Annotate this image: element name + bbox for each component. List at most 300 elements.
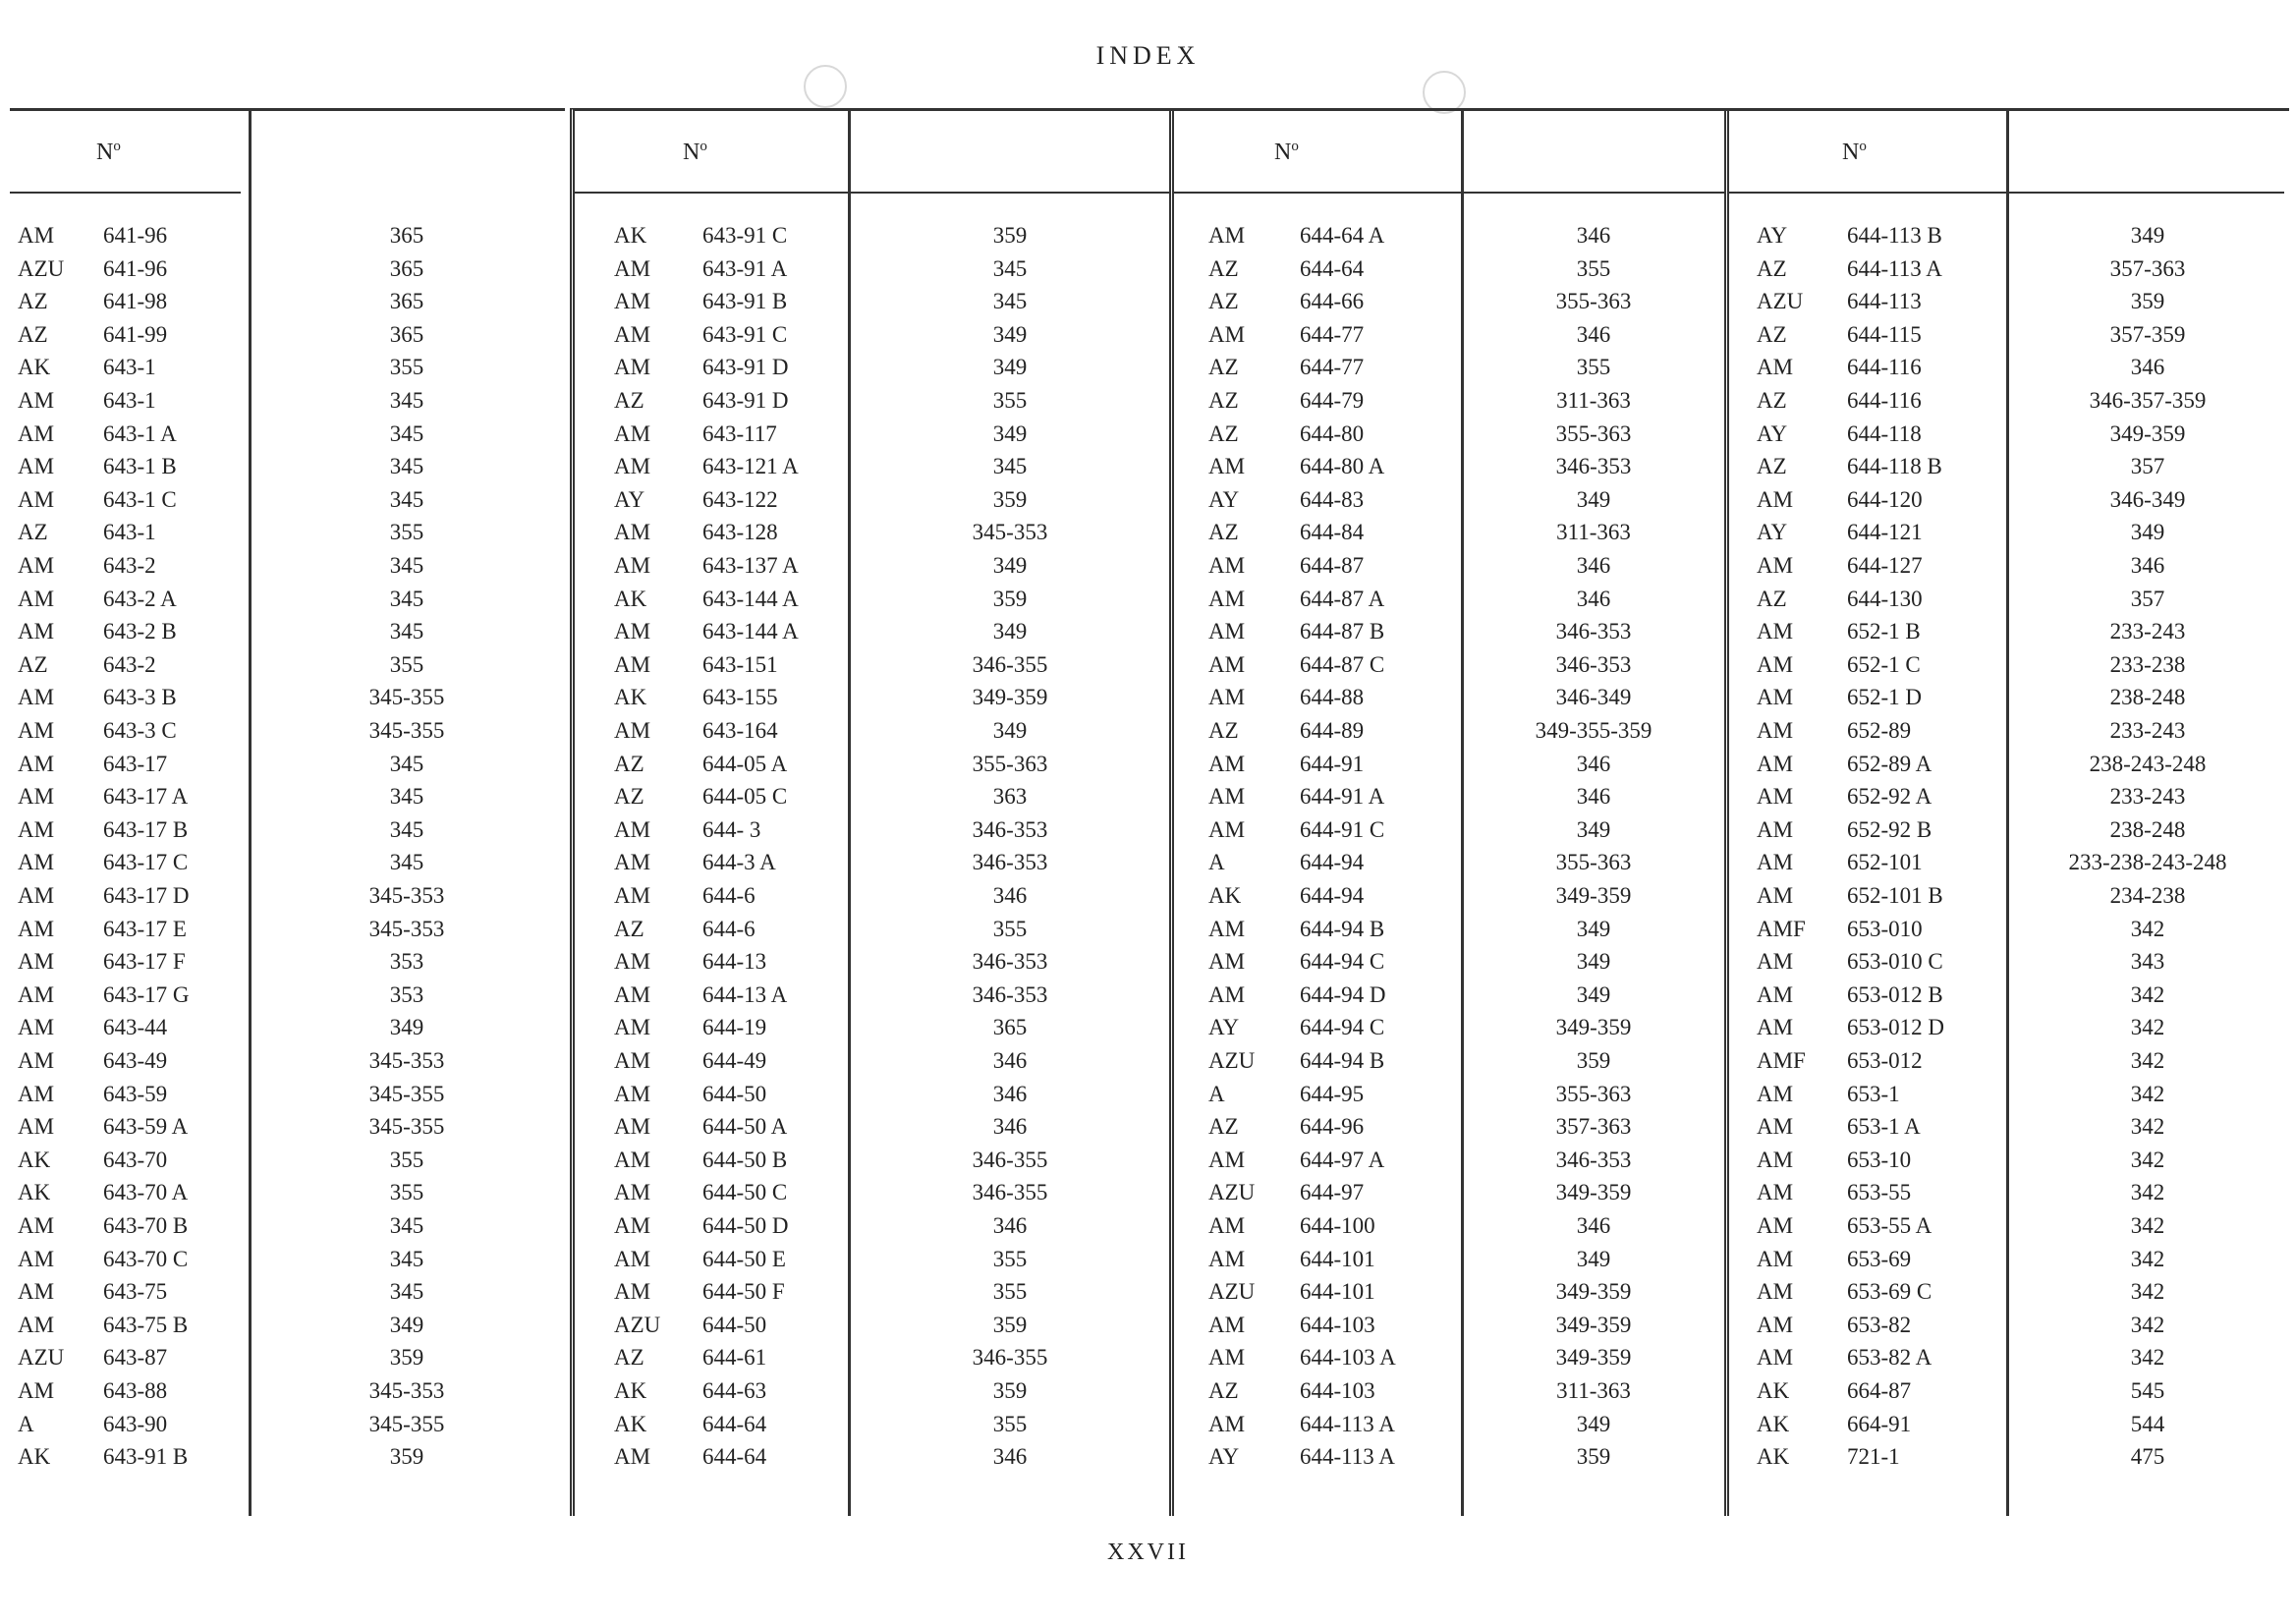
entry-number: 644-91 C <box>1300 816 1385 842</box>
entry-number: 644-49 <box>702 1048 767 1073</box>
entry-pages: 545 <box>2130 1378 2165 1403</box>
index-entry <box>1174 221 1729 251</box>
entry-number: 644-13 <box>702 949 767 975</box>
index-entry <box>10 750 565 779</box>
index-entry <box>1174 980 1729 1010</box>
entry-number: 643-70 <box>103 1147 168 1172</box>
index-entry <box>1174 750 1729 779</box>
entry-prefix: AMF <box>1757 916 1806 941</box>
entry-prefix: AM <box>614 1279 651 1305</box>
index-entry <box>10 782 565 812</box>
entry-number: 644-80 A <box>1300 454 1385 479</box>
index-entry <box>575 1311 1174 1340</box>
entry-number: 644-113 <box>1847 289 1922 314</box>
entry-prefix: AM <box>1208 1411 1246 1436</box>
index-entry <box>1729 585 2289 614</box>
entry-pages: 349-359 <box>1555 883 1632 908</box>
entry-prefix: AZ <box>614 388 644 413</box>
entry-prefix: AM <box>18 1312 55 1337</box>
index-entry <box>1729 1211 2289 1241</box>
entry-number: 644-115 <box>1847 321 1922 347</box>
index-entry <box>10 1046 565 1076</box>
entry-number: 644-64 <box>702 1444 767 1470</box>
entry-number: 643-128 <box>702 520 778 545</box>
entry-pages: 345-355 <box>368 1411 445 1436</box>
entry-prefix: AM <box>1208 784 1246 810</box>
index-entry <box>1729 848 2289 877</box>
index-entry <box>1729 420 2289 449</box>
entry-pages: 342 <box>2130 1048 2165 1073</box>
entry-prefix: AM <box>1757 1015 1794 1040</box>
index-entry <box>1174 881 1729 911</box>
entry-prefix: AZ <box>614 916 644 941</box>
index-entry <box>575 617 1174 646</box>
entry-number: 643-91 C <box>702 321 788 347</box>
entry-prefix: A <box>1208 850 1225 875</box>
entry-number: 644-64 <box>1300 255 1365 281</box>
entry-number: 644-94 C <box>1300 949 1385 975</box>
entry-number: 652-89 A <box>1847 751 1932 776</box>
index-entry <box>575 716 1174 746</box>
index-entry <box>1729 716 2289 746</box>
entry-pages: 345 <box>389 751 424 776</box>
entry-number: 644-61 <box>702 1345 767 1371</box>
entry-pages: 346 <box>992 883 1028 908</box>
entry-pages: 355 <box>992 388 1028 413</box>
entry-prefix: AM <box>18 1081 55 1106</box>
entry-prefix: AZU <box>1208 1048 1256 1073</box>
entry-pages: 342 <box>2130 1246 2165 1271</box>
index-entry <box>575 452 1174 481</box>
entry-prefix: AM <box>18 553 55 578</box>
index-entry <box>1174 617 1729 646</box>
entry-pages: 234-238 <box>2109 883 2186 908</box>
entry-prefix: AM <box>18 784 55 810</box>
entry-pages: 345 <box>992 289 1028 314</box>
entry-pages: 349-359 <box>972 685 1048 710</box>
entry-number: 664-87 <box>1847 1378 1912 1403</box>
entry-prefix: AZ <box>614 751 644 776</box>
index-entry <box>1729 815 2289 845</box>
entry-number: 644-83 <box>1300 486 1365 512</box>
entry-pages: 345-355 <box>368 1114 445 1140</box>
column-header-no: $N^o$ <box>96 139 121 165</box>
entry-number: 644-94 <box>1300 883 1365 908</box>
index-entry <box>575 815 1174 845</box>
entry-prefix: AZ <box>614 784 644 810</box>
index-entry <box>1729 782 2289 812</box>
index-entry <box>1174 551 1729 581</box>
entry-pages: 342 <box>2130 1213 2165 1238</box>
index-entry <box>575 320 1174 350</box>
entry-pages: 346 <box>1576 553 1611 578</box>
entry-number: 644-101 <box>1300 1246 1375 1271</box>
entry-pages: 349 <box>1576 981 1611 1007</box>
entry-number: 643-91 B <box>702 289 788 314</box>
entry-prefix: AM <box>1208 321 1246 347</box>
entry-number: 643-17 E <box>103 916 187 941</box>
entry-pages: 349 <box>2130 223 2165 248</box>
index-entry <box>10 1277 565 1307</box>
index-entry <box>575 254 1174 284</box>
index-entry <box>1729 254 2289 284</box>
index-entry <box>575 881 1174 911</box>
index-entry <box>1174 915 1729 944</box>
entry-pages: 359 <box>389 1444 424 1470</box>
index-entry <box>1729 1311 2289 1340</box>
page-footer: XXVII <box>1107 1540 1189 1565</box>
index-entry <box>10 485 565 515</box>
index-entry <box>10 947 565 977</box>
entry-pages: 349 <box>1576 1246 1611 1271</box>
entry-prefix: AK <box>1757 1378 1790 1403</box>
index-entry <box>1174 1410 1729 1439</box>
entry-number: 643-59 A <box>103 1114 189 1140</box>
index-entry <box>10 1410 565 1439</box>
index-entry <box>1174 386 1729 416</box>
entry-pages: 355 <box>1576 355 1611 380</box>
index-entry <box>575 585 1174 614</box>
entry-pages: 349-359 <box>2109 420 2186 446</box>
index-entry <box>575 287 1174 316</box>
entry-pages: 345 <box>389 553 424 578</box>
entry-prefix: AZ <box>1757 454 1787 479</box>
entry-prefix: AM <box>614 1213 651 1238</box>
index-entry <box>575 221 1174 251</box>
entry-number: 643-2 A <box>103 586 177 611</box>
entry-number: 644-116 <box>1847 388 1922 413</box>
entry-pages: 345 <box>389 454 424 479</box>
entry-prefix: AZ <box>1208 355 1239 380</box>
entry-number: 644-116 <box>1847 355 1922 380</box>
entry-number: 644-64 A <box>1300 223 1385 248</box>
entry-pages: 238-243-248 <box>2089 751 2207 776</box>
entry-prefix: AM <box>614 718 651 743</box>
entry-prefix: AZU <box>18 255 65 281</box>
entry-pages: 346 <box>992 1444 1028 1470</box>
entry-number: 643-2 <box>103 553 156 578</box>
entry-prefix: AM <box>614 289 651 314</box>
entry-pages: 342 <box>2130 1180 2165 1205</box>
entry-number: 644-3 A <box>702 850 776 875</box>
entry-pages: 345 <box>992 454 1028 479</box>
entry-number: 644-113 A <box>1300 1444 1395 1470</box>
entry-prefix: AM <box>18 619 55 644</box>
index-entry <box>575 683 1174 712</box>
index-entry <box>575 1343 1174 1372</box>
entry-prefix: AM <box>1208 949 1246 975</box>
entry-pages: 349 <box>389 1312 424 1337</box>
entry-number: 644-84 <box>1300 520 1365 545</box>
entry-prefix: AM <box>614 850 651 875</box>
entry-prefix: AM <box>1208 751 1246 776</box>
index-entry <box>1174 1245 1729 1274</box>
entry-prefix: AM <box>1757 784 1794 810</box>
entry-prefix: AM <box>1757 751 1794 776</box>
entry-prefix: AM <box>614 553 651 578</box>
entry-prefix: AM <box>1757 850 1794 875</box>
index-entry <box>575 1080 1174 1109</box>
index-entry <box>10 1245 565 1274</box>
entry-prefix: AY <box>614 486 645 512</box>
entry-number: 644- 3 <box>702 816 761 842</box>
index-entry <box>575 1046 1174 1076</box>
entry-pages: 355 <box>992 916 1028 941</box>
entry-prefix: AZ <box>18 289 48 314</box>
entry-prefix: AM <box>1757 949 1794 975</box>
entry-pages: 365 <box>389 321 424 347</box>
entry-prefix: AM <box>1208 1147 1246 1172</box>
entry-prefix: AZ <box>1208 1378 1239 1403</box>
index-entry <box>1174 1311 1729 1340</box>
index-entry <box>575 650 1174 680</box>
entry-prefix: AM <box>614 1015 651 1040</box>
index-entry <box>1729 1178 2289 1207</box>
index-entry <box>1729 287 2289 316</box>
entry-pages: 238-248 <box>2109 816 2186 842</box>
index-entry <box>1729 1080 2289 1109</box>
entry-number: 644-118 B <box>1847 454 1942 479</box>
entry-number: 652-92 B <box>1847 816 1932 842</box>
entry-prefix: AM <box>614 1081 651 1106</box>
entry-prefix: AM <box>18 223 55 248</box>
entry-prefix: AM <box>1757 718 1794 743</box>
entry-prefix: AM <box>18 586 55 611</box>
entry-number: 644-87 C <box>1300 651 1385 677</box>
entry-pages: 233-243 <box>2109 718 2186 743</box>
entry-prefix: AM <box>18 1114 55 1140</box>
index-entry <box>1174 683 1729 712</box>
index-entry <box>575 980 1174 1010</box>
index-entry <box>10 1376 565 1406</box>
entry-pages: 345 <box>389 1213 424 1238</box>
index-entry <box>1729 1343 2289 1372</box>
entry-pages: 346-355 <box>972 1345 1048 1371</box>
entry-pages: 342 <box>2130 1147 2165 1172</box>
index-column-4 <box>1724 108 2289 1516</box>
index-entry <box>10 585 565 614</box>
index-entry <box>575 1146 1174 1175</box>
entry-prefix: AM <box>18 883 55 908</box>
entry-prefix: AK <box>614 1378 647 1403</box>
entry-number: 644-77 <box>1300 321 1365 347</box>
entry-pages: 355 <box>992 1279 1028 1305</box>
entry-number: 643-91 A <box>702 255 788 281</box>
entry-number: 643-88 <box>103 1378 168 1403</box>
index-entry <box>10 815 565 845</box>
entry-pages: 353 <box>389 981 424 1007</box>
index-entry <box>1174 1178 1729 1207</box>
entry-pages: 346 <box>1576 751 1611 776</box>
entry-pages: 346 <box>1576 223 1611 248</box>
entry-prefix: AZ <box>1757 321 1787 347</box>
index-entry <box>1174 1376 1729 1406</box>
entry-pages: 345-355 <box>368 685 445 710</box>
entry-pages: 349 <box>992 718 1028 743</box>
entry-prefix: AY <box>1208 1444 1240 1470</box>
entry-number: 643-91 B <box>103 1444 189 1470</box>
entry-pages: 349 <box>1576 486 1611 512</box>
index-entry <box>575 551 1174 581</box>
entry-pages: 359 <box>992 223 1028 248</box>
entry-prefix: AM <box>1208 1213 1246 1238</box>
index-entry <box>575 750 1174 779</box>
entry-pages: 345-355 <box>368 1081 445 1106</box>
entry-pages: 346 <box>2130 355 2165 380</box>
entry-prefix: AM <box>1757 883 1794 908</box>
index-entry <box>1174 1080 1729 1109</box>
entry-pages: 342 <box>2130 916 2165 941</box>
entry-prefix: AY <box>1208 1015 1240 1040</box>
entry-number: 644-130 <box>1847 586 1923 611</box>
entry-pages: 346-355 <box>972 1147 1048 1172</box>
entry-pages: 355-363 <box>1555 1081 1632 1106</box>
entry-pages: 345 <box>389 486 424 512</box>
entry-number: 644-79 <box>1300 388 1365 413</box>
index-entry <box>1729 353 2289 382</box>
entry-pages: 349-355-359 <box>1535 718 1652 743</box>
entry-pages: 233-243 <box>2109 619 2186 644</box>
entry-prefix: AM <box>18 816 55 842</box>
entry-number: 653-012 <box>1847 1048 1923 1073</box>
entry-pages: 346-355 <box>972 651 1048 677</box>
entry-pages: 342 <box>2130 1015 2165 1040</box>
entry-pages: 345 <box>992 255 1028 281</box>
entry-number: 644-94 D <box>1300 981 1386 1007</box>
entry-number: 644-50 <box>702 1081 767 1106</box>
index-entry <box>10 881 565 911</box>
index-entry <box>10 848 565 877</box>
index-entry <box>1729 320 2289 350</box>
entry-prefix: AM <box>614 883 651 908</box>
index-entry <box>1174 1146 1729 1175</box>
index-entry <box>10 683 565 712</box>
entry-number: 644-05 A <box>702 751 788 776</box>
entry-prefix: AM <box>1757 1246 1794 1271</box>
entry-prefix: AZU <box>18 1345 65 1371</box>
index-entry <box>10 1343 565 1372</box>
entry-pages: 357 <box>2130 454 2165 479</box>
entry-prefix: AM <box>1208 685 1246 710</box>
entry-pages: 359 <box>2130 289 2165 314</box>
index-entry <box>10 1013 565 1042</box>
entry-number: 643-17 G <box>103 981 190 1007</box>
entry-prefix: AM <box>1757 1114 1794 1140</box>
index-entry <box>1174 848 1729 877</box>
entry-pages: 349 <box>1576 816 1611 842</box>
entry-prefix: AZ <box>1757 255 1787 281</box>
entry-prefix: AM <box>1208 553 1246 578</box>
entry-number: 643-17 <box>103 751 168 776</box>
entry-number: 643-1 <box>103 355 156 380</box>
index-entry <box>575 1442 1174 1472</box>
entry-number: 644-91 A <box>1300 784 1385 810</box>
entry-prefix: AM <box>18 718 55 743</box>
entry-number: 653-010 <box>1847 916 1923 941</box>
entry-number: 653-012 B <box>1847 981 1943 1007</box>
entry-pages: 349 <box>1576 949 1611 975</box>
entry-prefix: AM <box>1757 1279 1794 1305</box>
index-entry <box>10 1211 565 1241</box>
entry-number: 643-91 D <box>702 355 789 380</box>
entry-number: 643-137 A <box>702 553 799 578</box>
entry-prefix: A <box>1208 1081 1225 1106</box>
entry-prefix: AZ <box>1208 520 1239 545</box>
entry-number: 643-3 C <box>103 718 177 743</box>
entry-number: 644-50 D <box>702 1213 789 1238</box>
index-entry <box>1174 353 1729 382</box>
entry-pages: 342 <box>2130 1114 2165 1140</box>
entry-pages: 342 <box>2130 1312 2165 1337</box>
entry-number: 643-1 C <box>103 486 177 512</box>
entry-pages: 349 <box>992 355 1028 380</box>
entry-pages: 359 <box>992 1378 1028 1403</box>
entry-pages: 311-363 <box>1556 388 1631 413</box>
entry-prefix: AM <box>614 816 651 842</box>
entry-number: 644-63 <box>702 1378 767 1403</box>
index-entry <box>1174 1112 1729 1142</box>
index-entry <box>575 485 1174 515</box>
entry-pages: 345 <box>389 619 424 644</box>
entry-prefix: AM <box>18 751 55 776</box>
index-entry <box>1729 221 2289 251</box>
entry-pages: 345-353 <box>368 916 445 941</box>
entry-number: 644-94 <box>1300 850 1365 875</box>
entry-pages: 355 <box>992 1411 1028 1436</box>
entry-prefix: AM <box>1208 454 1246 479</box>
entry-number: 721-1 <box>1847 1444 1900 1470</box>
index-entry <box>1729 1442 2289 1472</box>
entry-number: 653-10 <box>1847 1147 1912 1172</box>
index-entry <box>1729 1112 2289 1142</box>
entry-prefix: AM <box>614 981 651 1007</box>
entry-pages: 349 <box>2130 520 2165 545</box>
index-entry <box>1174 320 1729 350</box>
entry-number: 643-144 A <box>702 586 799 611</box>
index-entry <box>10 353 565 382</box>
entry-number: 643-17 D <box>103 883 190 908</box>
index-entry <box>10 386 565 416</box>
entry-prefix: AM <box>18 949 55 975</box>
entry-prefix: AZ <box>1757 586 1787 611</box>
entry-pages: 346-349 <box>1555 685 1632 710</box>
entry-prefix: AZ <box>18 520 48 545</box>
entry-pages: 357-359 <box>2109 321 2186 347</box>
entry-number: 644-50 E <box>702 1246 786 1271</box>
entry-number: 644-13 A <box>702 981 788 1007</box>
entry-pages: 342 <box>2130 981 2165 1007</box>
index-entry <box>1174 716 1729 746</box>
entry-prefix: AK <box>614 1411 647 1436</box>
entry-pages: 349 <box>992 420 1028 446</box>
index-entry <box>1729 650 2289 680</box>
entry-prefix: AM <box>18 1279 55 1305</box>
entry-number: 644-19 <box>702 1015 767 1040</box>
index-entry <box>10 287 565 316</box>
entry-number: 643-44 <box>103 1015 168 1040</box>
entry-number: 644-127 <box>1847 553 1923 578</box>
entry-number: 644-121 <box>1847 520 1923 545</box>
entry-pages: 345 <box>389 850 424 875</box>
index-entry <box>1729 947 2289 977</box>
index-entry <box>1174 452 1729 481</box>
entry-prefix: AM <box>614 355 651 380</box>
entry-pages: 343 <box>2130 949 2165 975</box>
entry-prefix: AM <box>18 454 55 479</box>
entry-pages: 359 <box>992 586 1028 611</box>
entry-number: 643-151 <box>702 651 778 677</box>
entry-number: 644-6 <box>702 916 756 941</box>
